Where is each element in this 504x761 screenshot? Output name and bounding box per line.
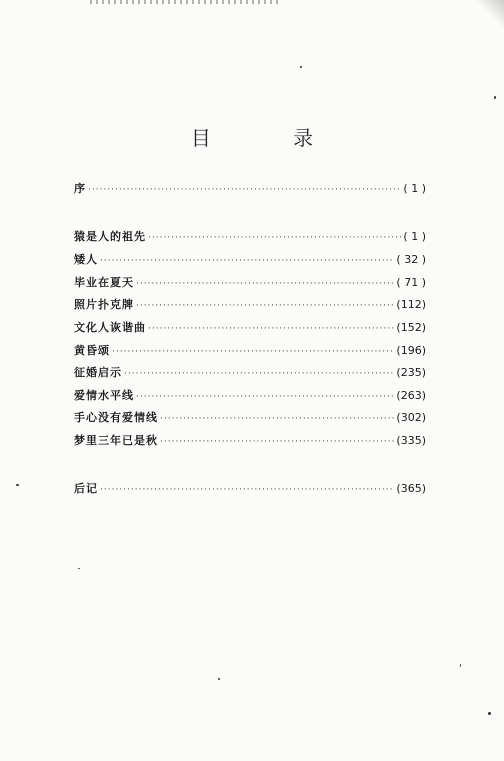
scan-edge-noise	[90, 0, 280, 4]
scan-speck	[460, 664, 461, 667]
toc-entry	[74, 433, 426, 449]
toc-leader-dots	[136, 298, 394, 314]
toc-label: 猿是人的祖先	[74, 230, 146, 243]
toc-page-number: ( 32 )	[396, 253, 426, 266]
scan-speck	[488, 712, 491, 715]
toc-entry	[74, 297, 426, 313]
toc-label: 征婚启示	[74, 366, 122, 379]
toc-label: 黄昏颂	[74, 344, 110, 357]
toc-leader-dots	[148, 321, 394, 337]
toc-leader-dots	[100, 253, 394, 269]
toc-label: 毕业在夏天	[74, 276, 134, 289]
toc-entry	[74, 343, 426, 359]
scan-speck	[494, 96, 496, 99]
toc-leader-dots	[136, 276, 394, 292]
toc-page-number: ( 71 )	[396, 276, 426, 289]
toc-label: 爱情水平线	[74, 389, 134, 402]
toc-page-number: (196)	[396, 344, 426, 357]
toc-page-number: (302)	[396, 411, 426, 424]
toc-leader-dots	[112, 344, 394, 360]
toc-label: 照片扑克牌	[74, 298, 134, 311]
toc-page-number: (112)	[396, 298, 426, 311]
toc-label: 文化人诙谐曲	[74, 321, 146, 334]
toc-label: 矮人	[74, 253, 98, 266]
toc-entry	[74, 320, 426, 336]
toc-page-number: (152)	[396, 321, 426, 334]
toc-entry	[74, 365, 426, 381]
toc-entry	[74, 252, 426, 268]
toc-label: 序	[74, 182, 86, 195]
toc-entry	[74, 410, 426, 426]
toc-leader-dots	[160, 411, 394, 427]
scan-speck	[16, 484, 19, 486]
toc-label: 手心没有爱情线	[74, 411, 158, 424]
toc-page-number: (263)	[396, 389, 426, 402]
scan-speck	[78, 568, 80, 569]
toc-leader-dots	[148, 230, 401, 246]
toc-page-number: ( 1 )	[403, 230, 426, 243]
scan-corner-shadow	[474, 0, 504, 30]
scan-speck	[300, 66, 302, 68]
toc-page-number: (235)	[396, 366, 426, 379]
toc-leader-dots	[124, 366, 394, 382]
toc-leader-dots	[160, 434, 394, 450]
toc-leader-dots	[100, 482, 394, 498]
toc-entry	[74, 275, 426, 291]
toc-entry-preface	[74, 181, 426, 197]
toc-leader-dots	[88, 182, 401, 198]
toc-label: 后记	[74, 482, 98, 495]
scan-speck	[218, 678, 220, 680]
toc-page-number: ( 1 )	[403, 182, 426, 195]
toc-page-number: (335)	[396, 434, 426, 447]
toc-entry-afterword	[74, 481, 426, 497]
page-title: 目 录	[190, 126, 352, 150]
toc-entry	[74, 229, 426, 245]
toc-leader-dots	[136, 389, 394, 405]
toc-page-number: (365)	[396, 482, 426, 495]
toc-entry	[74, 388, 426, 404]
toc-label: 梦里三年已是秋	[74, 434, 158, 447]
